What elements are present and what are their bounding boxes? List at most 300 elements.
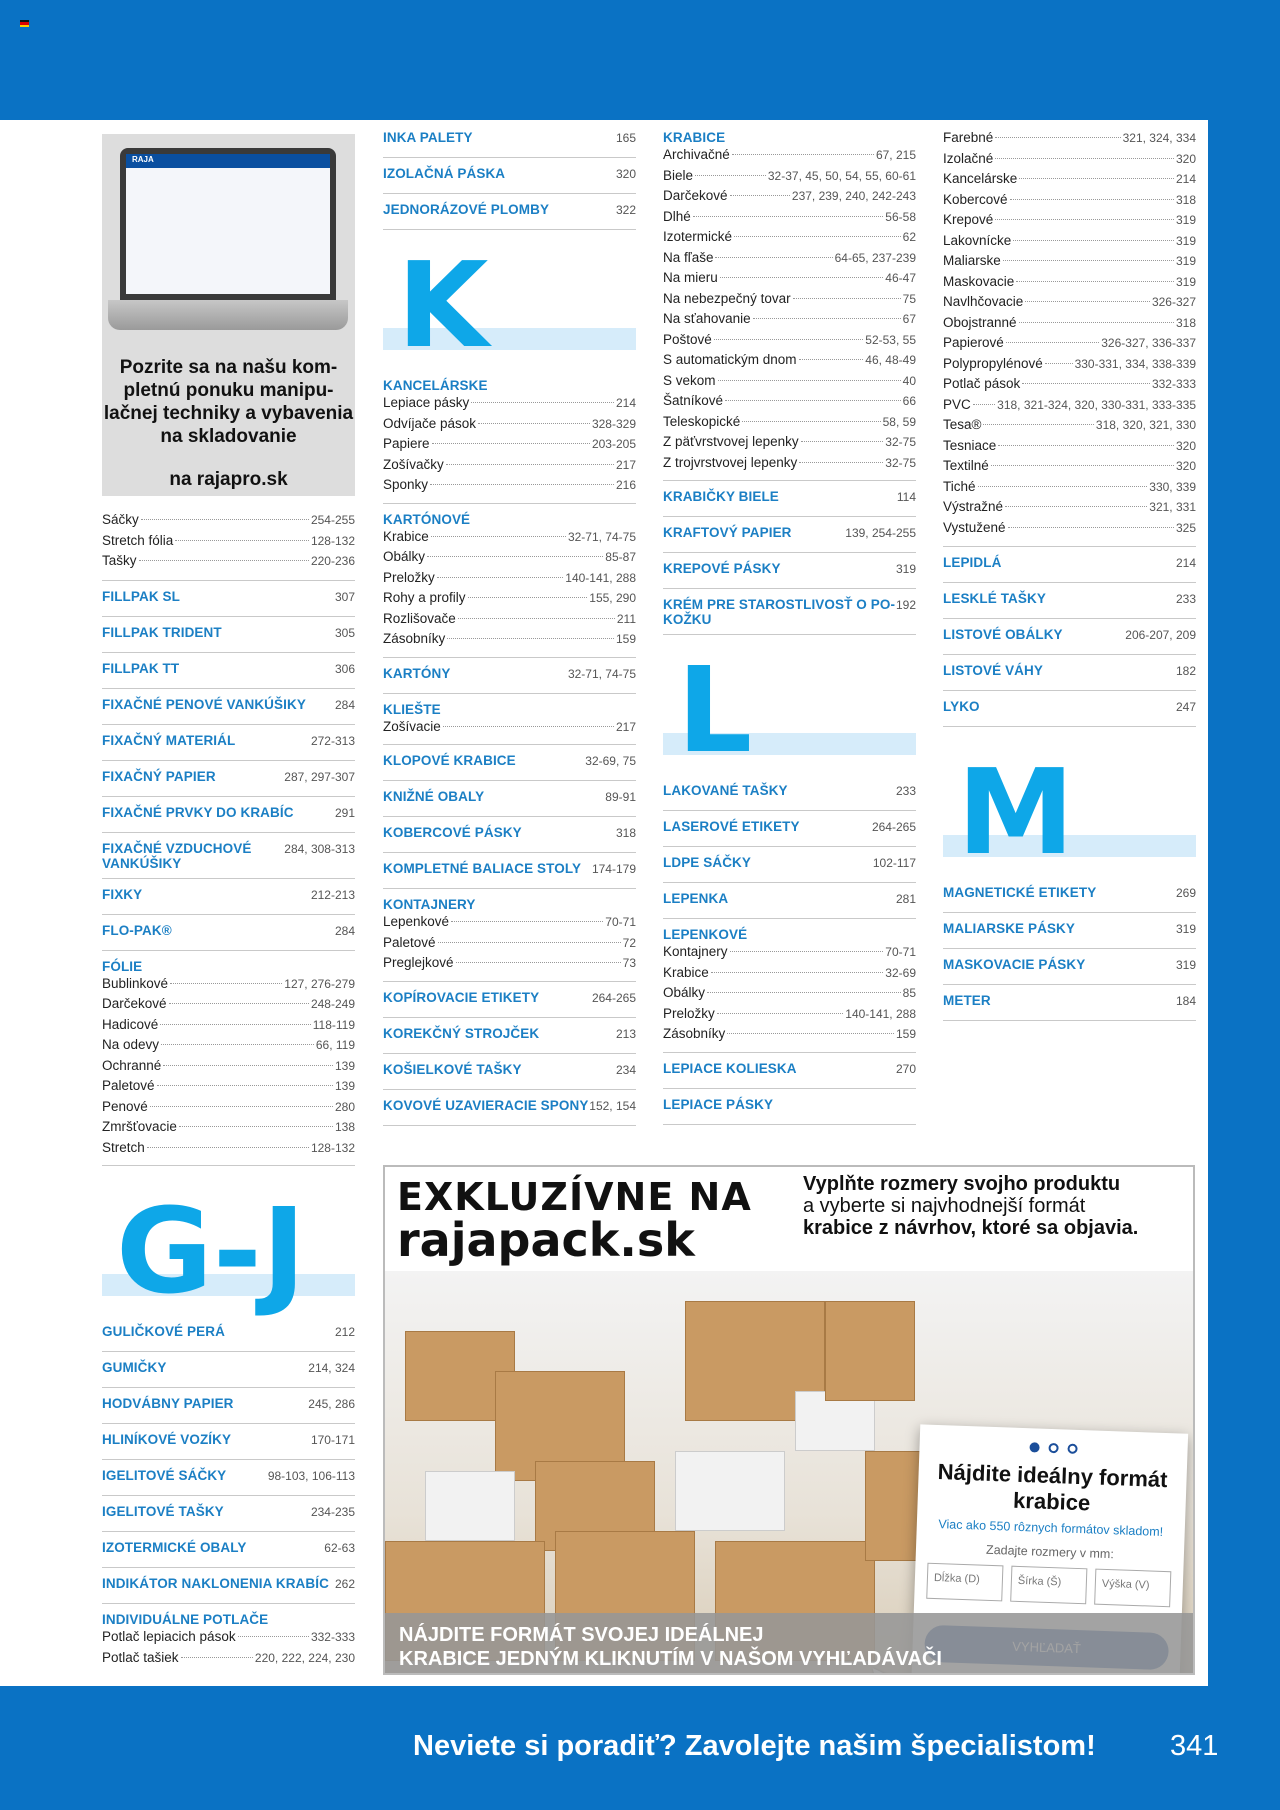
entry-pages: 320 [615,167,636,181]
sub-entry[interactable] [383,912,636,933]
index-entry[interactable] [102,689,355,725]
entry-name[interactable]: KOBERCOVÉ PÁSKY [383,825,522,840]
sub-entry[interactable] [943,190,1196,211]
dot-leader [141,519,309,520]
index-entry[interactable] [102,797,355,833]
entry-name[interactable]: KARTÓNY [383,665,451,681]
entry-name[interactable]: LYKO [943,699,980,714]
sub-entry[interactable] [663,268,916,289]
entry-name[interactable]: FIXKY [102,886,143,902]
sub-entry[interactable] [102,994,355,1015]
dot-leader [753,318,901,319]
entry-pages: 206-207, 209 [1125,628,1196,642]
entry-head [102,1576,355,1591]
sub-entry-pages: 159 [615,632,636,646]
index-entry[interactable] [102,915,355,951]
dot-leader [727,1033,894,1034]
entry-name[interactable]: IZOTERMICKÉ OBALY [102,1540,247,1555]
dot-leader [431,536,566,537]
sub-entry[interactable] [663,432,916,453]
rajapack-banner[interactable] [383,1165,1195,1675]
entry-head [102,1396,355,1411]
sub-entry-name: Papierové [943,335,1004,350]
entry-name[interactable]: METER [943,993,991,1008]
sub-entry[interactable] [383,547,636,568]
entry-name[interactable]: MAGNETICKÉ ETIKETY [943,885,1097,900]
entry-name[interactable]: KOVOVÉ UZAVIERACIE SPONY [383,1097,589,1113]
index-entry[interactable] [383,194,636,230]
dot-leader [163,1065,333,1066]
sub-entry[interactable] [102,1648,355,1669]
dot-leader [978,486,1148,487]
sub-entry[interactable] [943,292,1196,313]
dot-leader [1010,199,1174,200]
entry-name[interactable]: LAKOVANÉ TAŠKY [663,783,788,798]
index-entry[interactable] [943,985,1196,1021]
sub-entry-pages: 66, 119 [315,1038,355,1052]
index-group [383,504,636,658]
index-entry[interactable] [102,833,355,879]
sub-entry-pages: 217 [615,719,636,734]
entry-name[interactable]: LASEROVÉ ETIKETY [663,819,800,834]
sub-entry[interactable] [102,1627,355,1648]
index-entry[interactable] [383,982,636,1018]
entry-name[interactable]: LEPIACE KOLIESKA [663,1060,797,1076]
sub-entry-name: S vekom [663,372,716,388]
entry-name[interactable]: FILLPAK TRIDENT [102,624,222,640]
entry-head [383,1098,636,1113]
carousel-dot-1[interactable] [1029,1442,1039,1452]
sub-entry-pages: 32-69 [885,965,916,980]
sub-entry[interactable] [663,1004,916,1025]
index-entry[interactable] [663,811,916,847]
group-name[interactable]: KARTÓNOVÉ [383,511,471,527]
dot-leader [707,992,901,993]
entry-head [383,861,636,876]
entry-name[interactable]: KRÉM PRE STAROSTLIVOSŤ O PO-KOŽKU [663,597,896,627]
entry-name[interactable]: FIXAČNÉ PRVKY DO KRABÍC [102,804,294,820]
index-entry[interactable] [102,1424,355,1460]
dot-leader [447,638,614,639]
sub-entry-name: Zmršťovacie [102,1119,177,1134]
entry-name[interactable]: FILLPAK SL [102,588,180,604]
entry-name[interactable]: KOŠIELKOVÉ TAŠKY [383,1061,522,1077]
sub-entry-pages: 332-333 [310,1630,355,1644]
sub-entry-name: Preložky [383,569,435,585]
sub-entry[interactable] [943,518,1196,539]
sub-entry-pages: 318 [1175,192,1196,207]
entry-name[interactable]: MALIARSKE PÁSKY [943,921,1076,936]
entry-pages: 307 [334,589,355,604]
sub-entry-pages: 52-53, 55 [865,332,916,347]
index-entry[interactable] [383,817,636,853]
index-entry[interactable] [383,1090,636,1126]
index-entry[interactable] [383,1018,636,1054]
sub-entry-pages: 330-331, 334, 338-339 [1074,356,1196,371]
entry-pages: 139, 254-255 [845,526,916,540]
sub-entry[interactable] [102,551,355,572]
banner-right-line-2: a vyberte si najvhodnejší formát [803,1195,1086,1217]
index-entry[interactable] [102,1568,355,1604]
carousel-dot-2[interactable] [1048,1443,1058,1453]
group-head [102,959,355,974]
sub-entry[interactable] [943,231,1196,252]
entry-pages: 264-265 [591,990,636,1005]
group-krabice [663,122,916,481]
entry-pages: 234-235 [310,1505,355,1519]
sub-entry-pages: 159 [895,1027,916,1041]
entry-name[interactable]: LDPE SÁČKY [663,855,752,870]
entry-head [102,697,355,712]
entry-pages: 245, 286 [308,1397,355,1411]
index-entry[interactable] [102,725,355,761]
dot-leader [717,1013,844,1014]
sub-entry[interactable] [943,169,1196,190]
dot-leader [793,298,901,299]
sub-entry[interactable] [383,455,636,476]
entry-head [102,841,355,871]
sub-entry-pages: 139 [334,1058,355,1073]
sub-entry[interactable] [102,1097,355,1118]
height-field[interactable]: Výška (V) [1094,1569,1171,1608]
sub-entry[interactable] [383,414,636,435]
dot-leader [720,277,884,278]
index-entry[interactable] [663,553,916,589]
index-entry[interactable] [943,913,1196,949]
sub-entry[interactable] [102,1117,355,1138]
sub-entry[interactable] [102,1076,355,1097]
sub-entry[interactable] [383,393,636,414]
sub-entry-pages: 319 [1175,274,1196,289]
index-entry[interactable] [663,1053,916,1089]
sub-entry[interactable] [102,510,355,531]
index-entry[interactable] [943,547,1196,583]
sub-entry[interactable] [663,963,916,984]
index-entry[interactable] [663,517,916,553]
index-entry[interactable] [102,581,355,617]
entry-name[interactable]: LISTOVÉ OBÁLKY [943,627,1063,642]
sub-entry[interactable] [943,333,1196,354]
index-entry[interactable] [102,1496,355,1532]
index-entry[interactable] [663,481,916,517]
entry-name[interactable]: KOPÍROVACIE ETIKETY [383,989,540,1005]
sub-entry-name: Paletové [102,1078,155,1093]
sub-entry[interactable] [383,953,636,974]
sub-entry-pages: 237, 239, 240, 242-243 [791,189,916,203]
dot-leader [456,962,621,963]
entry-name[interactable]: GULIČKOVÉ PERÁ [102,1324,225,1339]
index-entry[interactable] [383,853,636,889]
sub-entry-name: Kontajnery [663,944,728,959]
entry-name[interactable]: FIXAČNÉ PENOVÉ VANKÚŠIKY [102,696,306,712]
sub-entry[interactable] [102,1015,355,1036]
index-entry[interactable] [383,1054,636,1090]
entry-head [943,957,1196,972]
sub-entry-name: Stretch [102,1139,145,1155]
sub-entry[interactable] [663,412,916,433]
index-entry[interactable] [663,1089,916,1125]
group-folie [102,951,355,1167]
sub-entry[interactable] [943,497,1196,518]
dot-leader [181,1657,253,1658]
group-potlace [102,1604,355,1675]
entry-head [943,885,1196,900]
sub-entry[interactable] [383,717,636,738]
sub-entry-name: Obálky [663,985,706,1000]
sub-entry[interactable] [663,248,916,269]
carousel-dots[interactable] [931,1439,1175,1458]
sub-entry[interactable] [663,330,916,351]
sub-entry-name: Kancelárske [943,171,1018,186]
index-entry[interactable] [102,1316,355,1352]
entry-pages: 212 [334,1325,355,1339]
dot-leader [446,464,614,465]
index-entry[interactable] [102,761,355,797]
entry-name[interactable]: HODVÁBNY PAPIER [102,1396,234,1411]
entry-head [102,887,355,902]
sub-entry[interactable] [383,434,636,455]
promo-url[interactable]: na rajapro.sk [169,469,288,490]
entry-name[interactable]: KNIŽNÉ OBALY [383,789,485,804]
sub-entry[interactable] [943,210,1196,231]
sub-entry[interactable] [663,350,916,371]
entry-head [383,789,636,804]
entry-name[interactable]: LEPIACE PÁSKY [663,1096,774,1112]
sub-entry[interactable] [943,149,1196,170]
width-field[interactable]: Šírka (Š) [1010,1566,1087,1605]
index-entry[interactable] [943,949,1196,985]
entry-head [102,1432,355,1447]
group-name[interactable]: KANCELÁRSKE [383,378,488,393]
sub-entry[interactable] [663,227,916,248]
group-kancelarske [383,370,636,504]
sub-entry[interactable] [663,207,916,228]
entry-name[interactable]: KRAFTOVÝ PAPIER [663,525,792,540]
index-entry[interactable] [663,847,916,883]
dot-leader [991,465,1174,466]
sub-entry[interactable] [943,415,1196,436]
entry-name[interactable]: GUMIČKY [102,1360,167,1375]
sub-entry-name: Textilné [943,458,989,473]
entry-name[interactable]: FIXAČNÝ MATERIÁL [102,732,236,748]
entry-name[interactable]: LEPIDLÁ [943,555,1002,570]
sub-entry[interactable] [102,1035,355,1056]
banner-right-line-3: krabice z návrhov, ktoré sa objavia. [803,1217,1139,1239]
sub-entry-pages: 318, 320, 321, 330 [1095,418,1196,432]
dot-leader [1008,527,1174,528]
sub-entry-pages: 139 [334,1079,355,1093]
entry-name[interactable]: FLO-PAK® [102,922,172,938]
dot-leader [157,1085,333,1086]
index-entry[interactable] [383,658,636,694]
entry-head [943,591,1196,606]
sub-entry[interactable] [383,629,636,650]
entry-pages: 247 [1175,700,1196,714]
sub-entry[interactable] [943,436,1196,457]
sub-entry[interactable] [663,145,916,166]
entry-head [943,699,1196,714]
sub-entry[interactable] [383,527,636,548]
entry-name[interactable]: JEDNORÁZOVÉ PLOMBY [383,202,550,217]
group-name[interactable]: INDIVIDUÁLNE POTLAČE [102,1612,269,1627]
group-name[interactable]: KRABICE [663,130,726,145]
sub-entry-pages: 40 [902,373,916,388]
sub-entry[interactable] [102,531,355,552]
index-entry[interactable] [102,1352,355,1388]
index-entry[interactable] [383,122,636,158]
sub-entry[interactable] [943,313,1196,334]
sub-entry-name: Darčekové [663,188,728,203]
entry-name[interactable]: INKA PALETY [383,130,473,145]
sub-entry[interactable] [663,289,916,310]
sub-entry-name: Maskovacie [943,273,1015,289]
index-entry[interactable] [663,883,916,919]
entry-pages: 319 [895,562,916,576]
sub-entry[interactable] [383,568,636,589]
widget-title: Nájdite ideálny formát krabice [937,1459,1168,1516]
dot-leader [432,443,590,444]
sub-entry-pages: 319 [1175,233,1196,248]
sub-entry[interactable] [943,128,1196,149]
sub-entry[interactable] [663,983,916,1004]
entry-pages: 306 [334,661,355,676]
entry-name[interactable]: KOMPLETNÉ BALIACE STOLY [383,861,582,876]
sub-entry-pages: 118-119 [312,1017,355,1032]
sub-entry[interactable] [663,391,916,412]
index-entry[interactable] [102,1532,355,1568]
sub-entry[interactable] [663,942,916,963]
sub-entry[interactable] [943,272,1196,293]
entry-name[interactable]: MASKOVACIE PÁSKY [943,957,1086,972]
sub-entry-pages: 32-37, 45, 50, 54, 55, 60-61 [767,168,916,183]
index-entry[interactable] [943,583,1196,619]
index-entry[interactable] [383,781,636,817]
dot-leader [430,484,614,485]
sub-entry[interactable] [943,477,1196,498]
entry-pages: 264-265 [871,820,916,834]
entry-name[interactable]: INDIKÁTOR NAKLONENIA KRABÍC [102,1576,329,1591]
entry-name[interactable]: IGELITOVÉ TAŠKY [102,1504,224,1519]
sub-entry-name: Obálky [383,549,426,564]
index-entry[interactable] [943,655,1196,691]
index-entry[interactable] [943,691,1196,727]
sub-entry-name: Krabice [383,528,429,544]
dot-leader [1019,178,1174,179]
index-column-2 [383,122,636,1126]
letter-l-block [663,635,916,779]
sub-entry[interactable] [383,588,636,609]
sub-entry[interactable] [943,395,1196,416]
sub-entry-pages: 67 [902,312,916,326]
entry-name[interactable]: HLINÍKOVÉ VOZÍKY [102,1432,232,1447]
group-head [383,378,636,393]
index-entry[interactable] [943,619,1196,655]
sub-entry[interactable] [102,974,355,995]
footer-slogan: Neviete si poradiť? Zavolejte našim špecialistom! [413,1730,1096,1762]
sub-entry[interactable] [663,309,916,330]
sub-entry[interactable] [383,933,636,954]
dot-leader [1006,342,1099,343]
entry-name[interactable]: FIXAČNÉ VZDUCHOVÉ VANKÚŠIKY [102,840,252,871]
length-field[interactable]: Dĺžka (D) [926,1563,1003,1602]
group-name[interactable]: FÓLIE [102,958,143,974]
entry-name[interactable]: KRABIČKY BIELE [663,489,779,504]
dot-leader [147,1147,309,1148]
entry-name[interactable]: FILLPAK TT [102,660,180,676]
entry-head [383,202,636,217]
index-entry[interactable] [383,745,636,781]
entry-name[interactable]: LEPENKA [663,891,729,906]
entry-name[interactable]: FIXAČNÝ PAPIER [102,768,216,784]
group-name[interactable]: KLIEŠTE [383,701,441,717]
index-entry[interactable] [383,158,636,194]
entry-name[interactable]: LESKLÉ TAŠKY [943,591,1046,606]
entry-name[interactable]: KOREKČNÝ STROJČEK [383,1025,540,1041]
rajapro-promo[interactable] [102,134,355,496]
entry-name[interactable]: LISTOVÉ VÁHY [943,663,1043,678]
banner-right-line-1: Vyplňte rozmery svojho produktu [803,1173,1121,1195]
page-number: 341 [1170,1730,1219,1762]
entry-name[interactable]: IGELITOVÉ SÁČKY [102,1468,227,1483]
carousel-dot-3[interactable] [1067,1444,1077,1454]
dot-leader [718,380,901,381]
sub-entry[interactable] [663,371,916,392]
sub-entry[interactable] [102,1138,355,1159]
sub-entry-name: Ochranné [102,1057,162,1073]
sub-entry[interactable] [663,186,916,207]
sub-entry[interactable] [383,475,636,496]
index-entry[interactable] [102,1460,355,1496]
entry-name[interactable]: KREPOVÉ PÁSKY [663,561,781,576]
group-name[interactable]: KONTAJNERY [383,897,476,912]
sub-entry-pages: 220, 222, 224, 230 [254,1650,355,1665]
banner-headline-2[interactable]: rajapack.sk [397,1213,695,1267]
sub-entry-pages: 70-71 [605,915,636,929]
group-head [383,702,636,717]
index-entry[interactable] [663,775,916,811]
sub-entry[interactable] [943,251,1196,272]
sub-entry[interactable] [663,453,916,474]
sub-entry[interactable] [383,609,636,630]
entry-name[interactable]: KLOPOVÉ KRABICE [383,753,516,768]
entry-head [102,1540,355,1555]
index-entry[interactable] [102,879,355,915]
entry-pages: 305 [334,625,355,640]
sub-entry[interactable] [663,166,916,187]
letter-m-block [943,727,1196,881]
sub-entry-name: Tesniace [943,437,997,453]
sub-entry[interactable] [943,374,1196,395]
sub-entry-pages: 330, 339 [1149,479,1196,494]
entry-name[interactable]: IZOLAČNÁ PÁSKA [383,166,506,181]
index-entry[interactable] [102,617,355,653]
sub-entry-name: Hadicové [102,1016,159,1032]
index-entry[interactable] [663,589,916,635]
sub-entry-pages: 85-87 [605,550,636,564]
index-entry[interactable] [943,877,1196,913]
index-entry[interactable] [102,653,355,689]
sub-entry[interactable] [943,354,1196,375]
sub-entry[interactable] [102,1056,355,1077]
sub-entry[interactable] [943,456,1196,477]
entry-pages: 318 [615,826,636,840]
group-name[interactable]: LEPENKOVÉ [663,927,748,942]
dot-leader [161,1044,314,1045]
dot-leader [471,402,614,403]
sub-entry[interactable] [663,1024,916,1045]
sub-entry-pages: 64-65, 237-239 [834,250,916,265]
index-entry[interactable] [102,1388,355,1424]
